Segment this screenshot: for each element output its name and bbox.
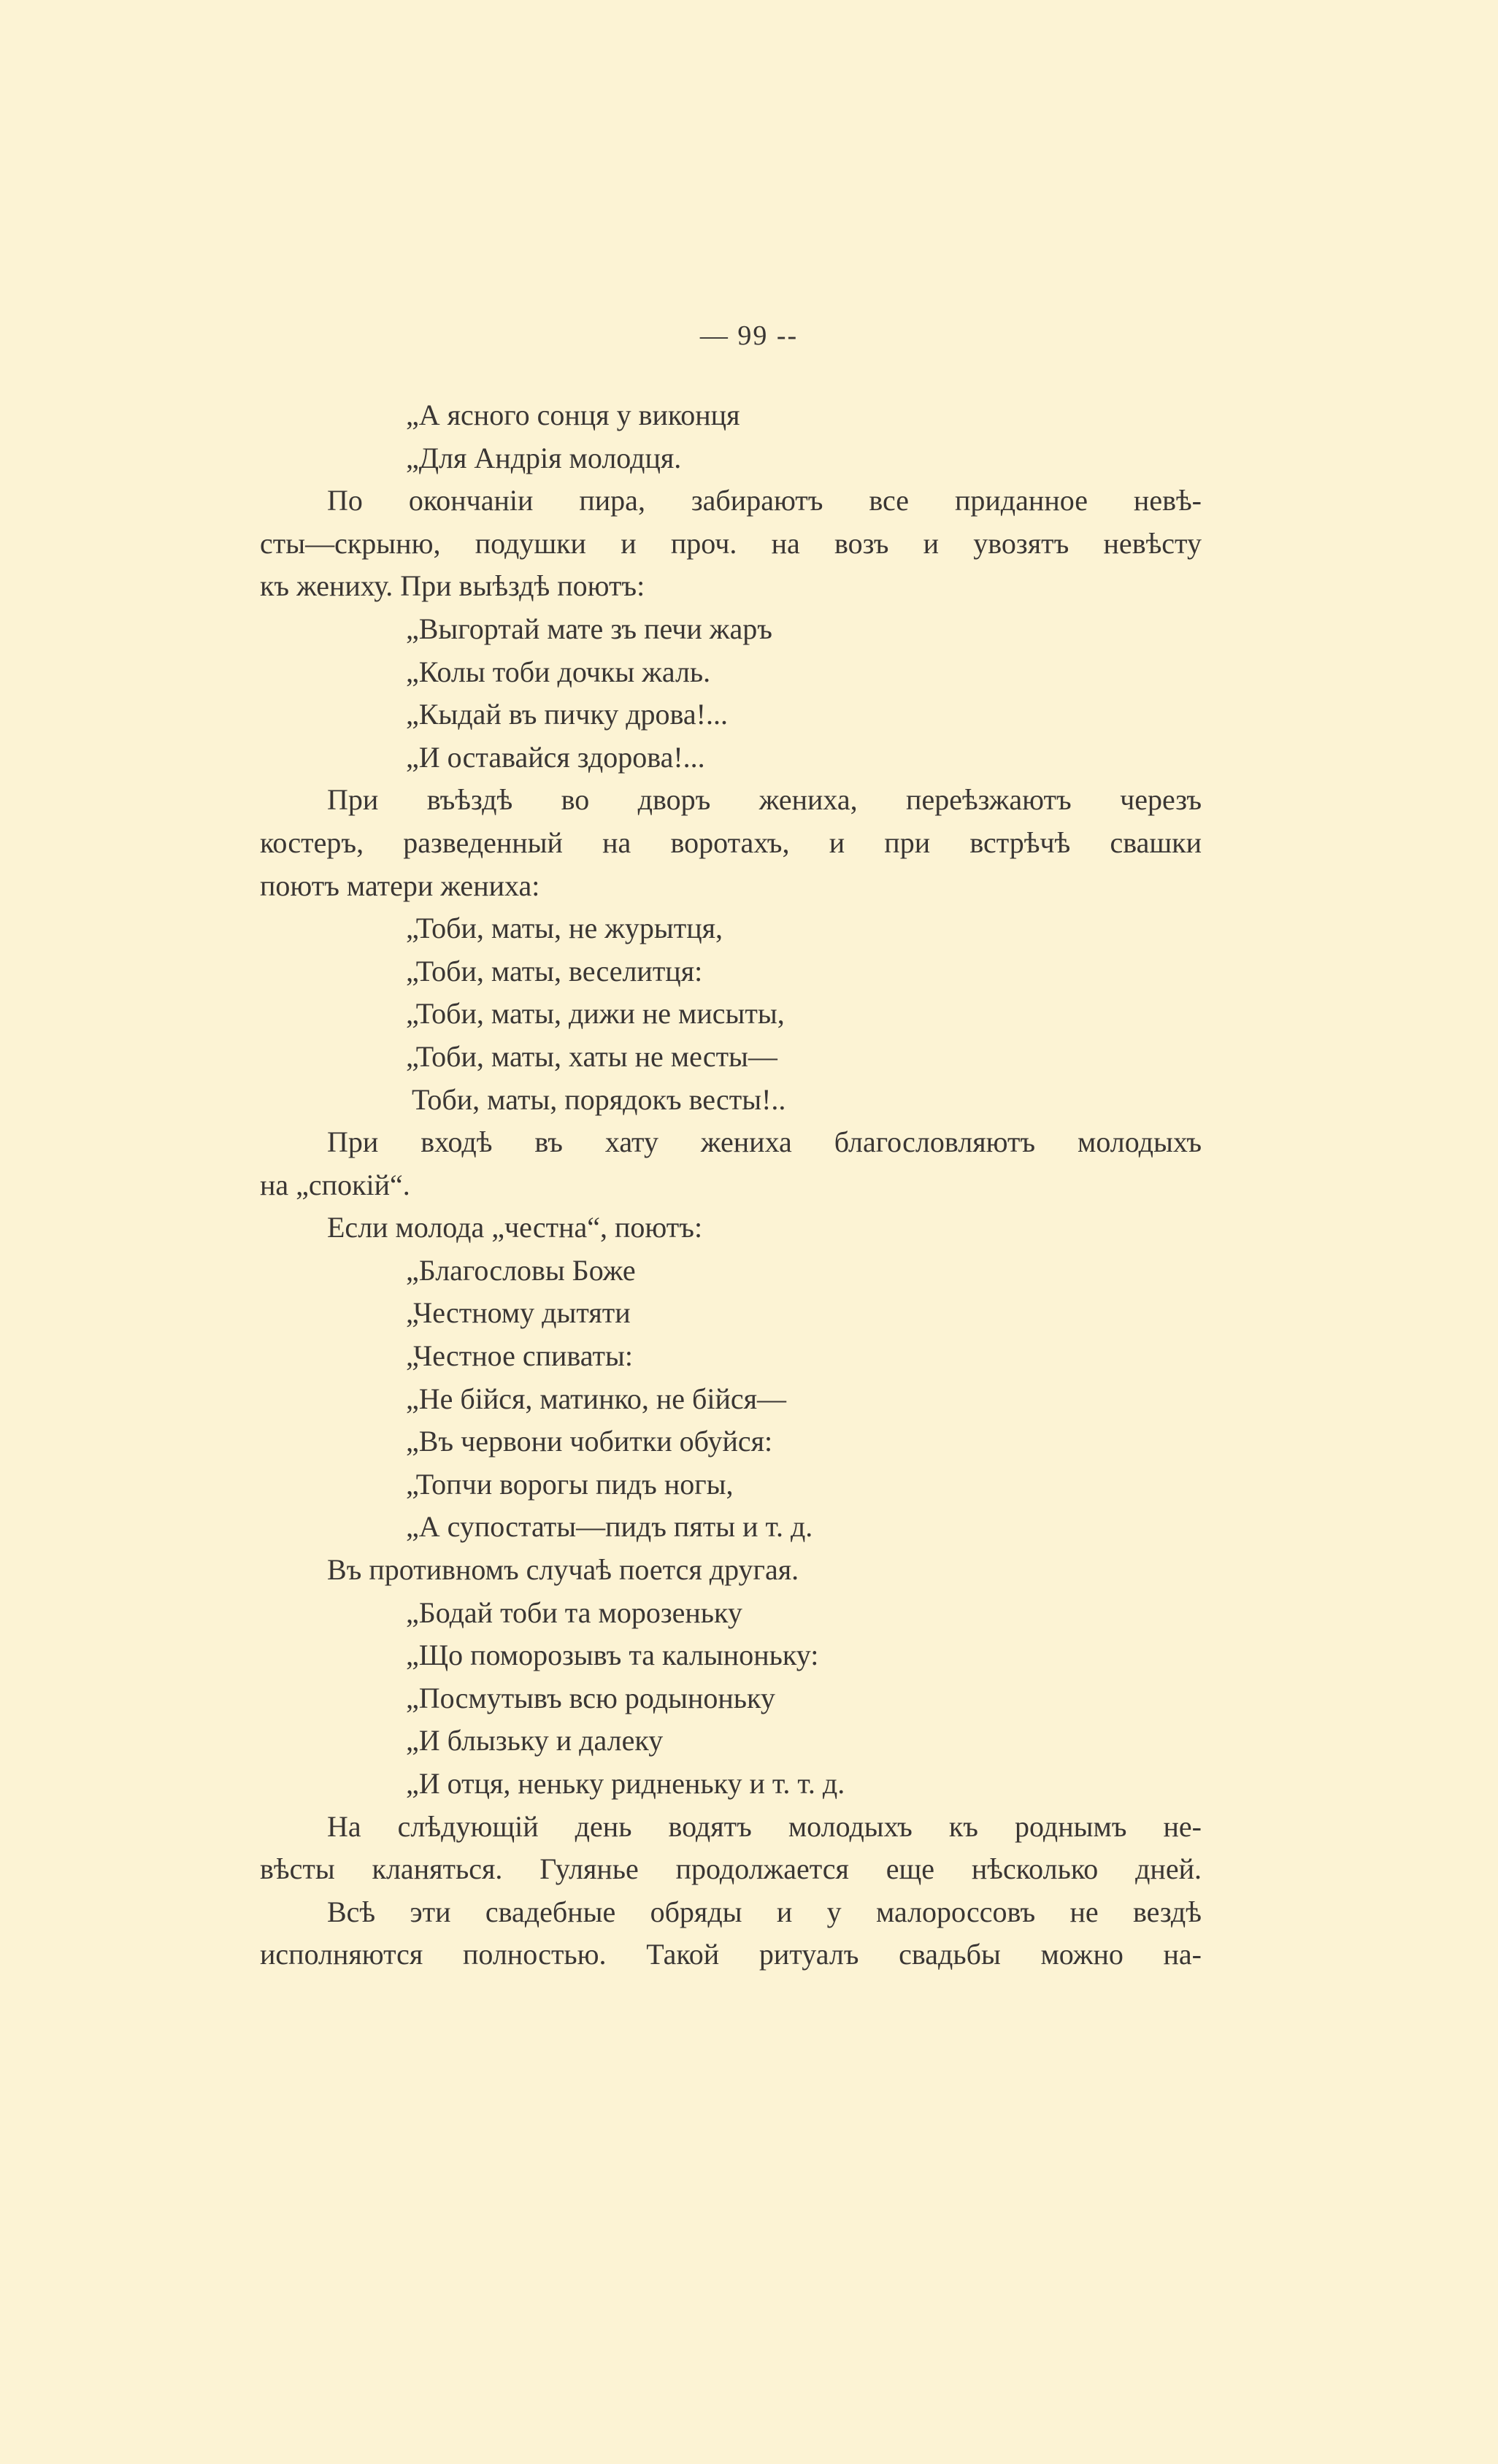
verse-line: „Посмутывъ всю родыноньку (406, 1681, 775, 1714)
verse-line: Тоби, маты, порядокъ весты!.. (412, 1082, 786, 1116)
verse-line: „Тоби, маты, хаты не месты— (406, 1039, 777, 1073)
paragraph-line: на „спокій“. (260, 1168, 410, 1201)
verse-line: „Честное спиваты: (406, 1339, 633, 1373)
verse-line: „Не бійся, матинко, не бійся— (406, 1382, 787, 1415)
paragraph-line: исполняются полностью. Такой ритуалъ свадьбы можно на- (260, 1938, 1202, 1971)
paragraph-line: На слѣдующій день водятъ молодыхъ къ роднымъ не- (327, 1809, 1202, 1843)
verse-line: „Тоби, маты, веселитця: (406, 954, 703, 987)
paragraph-line: костеръ, разведенный на воротахъ, и при встрѣчѣ свашки (260, 825, 1202, 859)
verse-line: „И оставайся здорова!... (406, 740, 705, 774)
page-number: — 99 -- (699, 320, 799, 351)
paragraph-line: поютъ матери жениха: (260, 869, 540, 902)
verse-line: „И отця, неньку ридненьку и т. т. д. (406, 1767, 845, 1800)
paragraph-line: Всѣ эти свадебные обряды и у малороссовъ не вездѣ (327, 1895, 1202, 1928)
body-text (260, 394, 1202, 1976)
paragraph-line: По окончаніи пира, забираютъ все приданное невѣ- (327, 484, 1202, 517)
paragraph-line: вѣсты кланяться. Гулянье продолжается еще нѣсколько дней. (260, 1852, 1202, 1886)
verse-line: „Честному дытяти (406, 1296, 631, 1330)
paragraph-line: При въѣздѣ во дворъ жениха, переѣзжаютъ черезъ (327, 783, 1202, 817)
verse-line: „Благословы Боже (406, 1253, 636, 1287)
paragraph-line: сты—скрыню, подушки и проч. на возъ и увозятъ невѣсту (260, 526, 1202, 560)
verse-line: „Въ червони чобитки обуйся: (406, 1425, 773, 1458)
verse-line: „Бодай тоби та морозеньку (406, 1595, 742, 1629)
verse-line: „А ясного сонця у виконця (406, 399, 740, 431)
paragraph-line: къ жениху. При выѣздѣ поютъ: (260, 569, 645, 603)
paragraph-line: При входѣ въ хату жениха благословляютъ молодыхъ (327, 1125, 1202, 1159)
verse-line: „Тоби, маты, не журытця, (406, 912, 723, 945)
verse-line: „Выгортай мате зъ печи жаръ (406, 612, 772, 645)
paragraph-line: Если молода „честна“, поютъ: (327, 1211, 703, 1244)
paragraph-line: Въ противномъ случаѣ поется другая. (327, 1553, 799, 1587)
verse-line: „И блызьку и далеку (406, 1724, 664, 1757)
verse-line: „А супостаты—пидъ пяты и т. д. (406, 1510, 813, 1544)
verse-line: „Що поморозывъ та калыноньку: (406, 1639, 819, 1672)
verse-line: „Тоби, маты, дижи не мисыты, (406, 997, 785, 1031)
verse-line: „Кыдай въ пичку дрова!... (406, 698, 728, 731)
verse-line: „Колы тоби дочкы жаль. (406, 655, 711, 688)
verse-line: „Топчи ворогы пидъ ногы, (406, 1467, 734, 1501)
verse-line: „Для Андрія молодця. (406, 441, 682, 474)
